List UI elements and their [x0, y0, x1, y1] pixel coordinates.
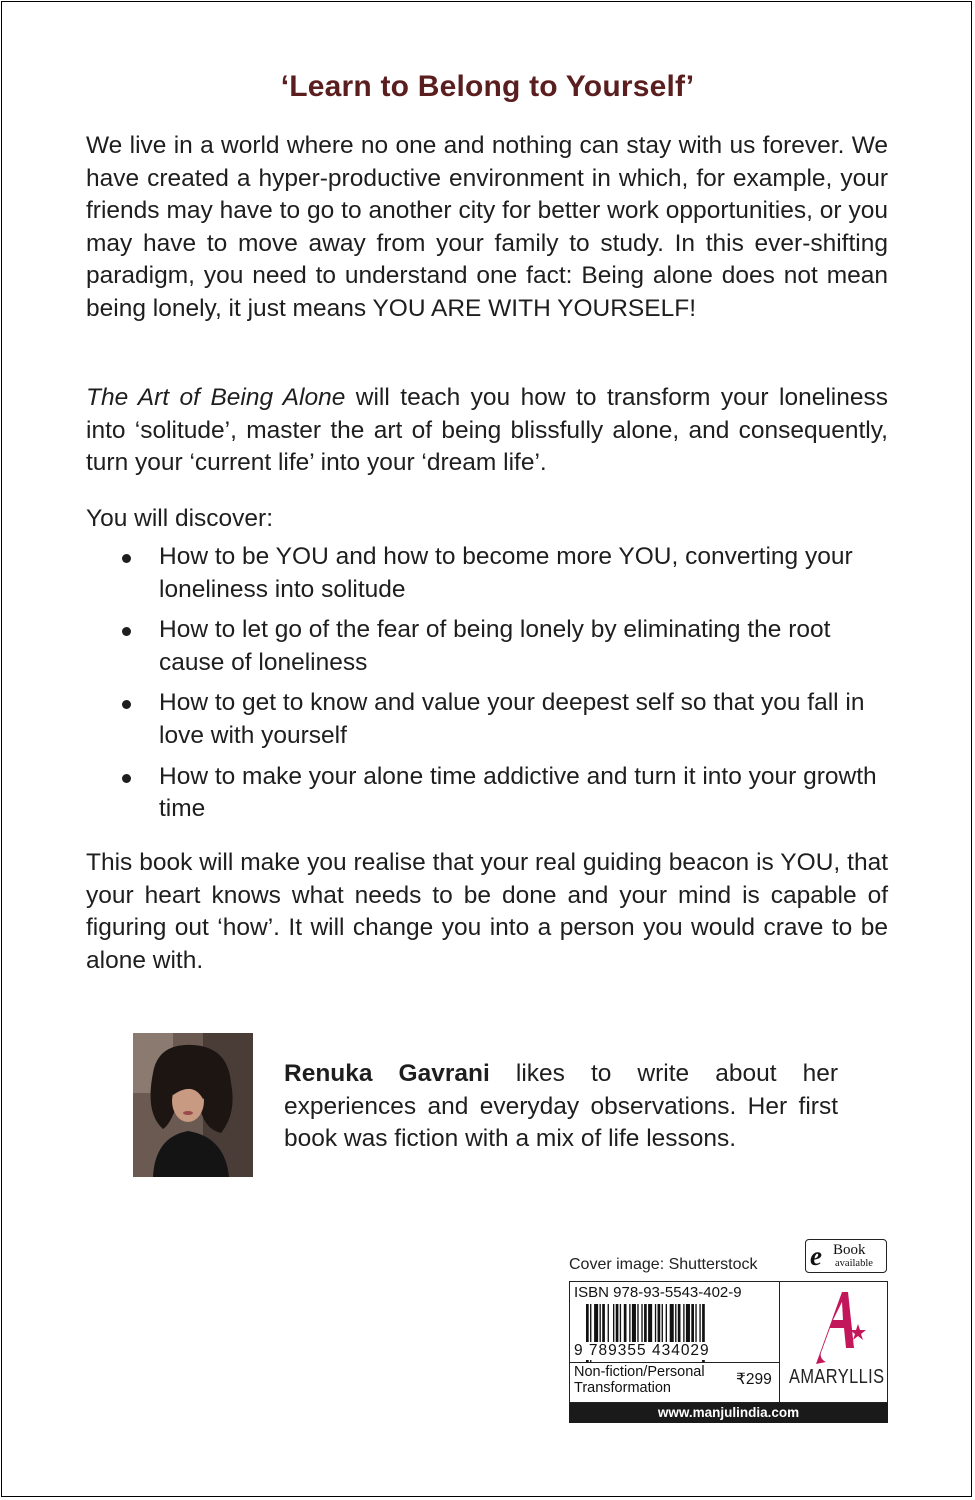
barcode-bar [670, 1304, 674, 1344]
list-item [86, 687, 888, 752]
barcode-bar [641, 1304, 642, 1344]
barcode-bar [608, 1304, 609, 1344]
bullet-icon [122, 774, 131, 783]
book-description-paragraph [86, 382, 888, 480]
barcode-bar [600, 1304, 601, 1344]
author-bio [284, 1058, 838, 1156]
barcode-bar [629, 1304, 630, 1344]
bullet-icon [122, 554, 131, 563]
barcode-bar [691, 1304, 694, 1344]
barcode-bar [655, 1304, 656, 1344]
barcode-bar [699, 1304, 700, 1344]
barcode-bar [686, 1304, 690, 1344]
barcode-bar [594, 1304, 598, 1344]
list-item [86, 761, 888, 826]
author-name: Renuka Gavrani [284, 1060, 490, 1087]
barcode-bar [658, 1304, 661, 1344]
cover-image-credit: Cover image: Shutterstock [569, 1256, 758, 1273]
ebook-available-badge [805, 1239, 887, 1273]
barcode-bar [648, 1304, 652, 1344]
benefits-list [86, 541, 888, 834]
list-item-text: How to get to know and value your deepest self so that you fall in love with yourself [159, 689, 865, 749]
discover-intro: You will discover: [86, 505, 274, 532]
barcode-bar [675, 1304, 676, 1344]
isbn-label: ISBN 978-93-5543-402-9 [574, 1284, 742, 1301]
barcode-bar [662, 1304, 663, 1344]
back-cover-title: ‘Learn to Belong to Yourself’ [280, 70, 695, 103]
book-description-text: will teach you how to transform your loneliness into ‘solitude’, master the art of being blissfully alone, and consequently, turn your ‘current life’ into your ‘dream life’. [86, 384, 888, 477]
price-label: ₹299 [736, 1371, 772, 1388]
barcode-bar [678, 1304, 681, 1344]
ebook-e-icon: e [810, 1241, 822, 1271]
barcode-bar [666, 1304, 667, 1344]
barcode-bar [637, 1304, 638, 1344]
isbn-box-divider [779, 1281, 780, 1403]
list-item [86, 541, 888, 606]
barcode-bar [616, 1304, 619, 1344]
ebook-available-label: available [835, 1258, 873, 1269]
isbn-digits: 9 789355 434029 [574, 1342, 710, 1359]
publisher-name: AMARYLLIS [789, 1366, 885, 1388]
publisher-url: www.manjulindia.com [569, 1403, 888, 1423]
barcode-bar [613, 1304, 614, 1344]
closing-paragraph: This book will make you realise that your real guiding beacon is YOU, that your heart knows what needs to be done and your mind is capable of figuring out ‘how’. It will change you into a person you would crave to be alone with. [86, 849, 888, 974]
barcode-bar [644, 1304, 647, 1344]
bullet-icon [122, 627, 131, 636]
category-label: Non-fiction/Personal Transformation [574, 1364, 705, 1396]
book-title-italic: The Art of Being Alone [86, 384, 346, 411]
list-item-text: How to make your alone time addictive and turn it into your growth time [159, 762, 877, 823]
list-item [86, 614, 888, 679]
barcode-bar [683, 1304, 684, 1344]
barcode-bar [602, 1304, 605, 1344]
amaryllis-logo-icon [808, 1288, 868, 1368]
list-item-text: How to let go of the fear of being lonely by eliminating the root cause of loneliness [159, 616, 831, 676]
barcode-bar [620, 1304, 621, 1344]
bullet-icon [122, 700, 131, 709]
barcode-bar [632, 1304, 636, 1344]
author-bio-text: likes to write about her experiences and everyday observations. Her first book was fiction with a mix of life lessons. [284, 1060, 838, 1153]
barcode-bar [624, 1304, 627, 1344]
intro-paragraph: We live in a world where no one and nothing can stay with us forever. We have created a hyper-productive environment in which, for example, your friends may have to go to another city for better work opportunities, or you may have to move away from your family to study. In this ever-shifting paradigm, you need to understand one fact: Being alone does not mean being lonely, it just means YOU ARE WITH YOURSELF! [86, 132, 888, 322]
list-item-text: How to be YOU and how to become more YOU, converting your loneliness into solitude [159, 543, 853, 603]
barcode-bar [695, 1304, 696, 1344]
isbn-box-rule [569, 1362, 779, 1363]
ebook-book-label: Book [833, 1242, 866, 1258]
author-photo [133, 1033, 253, 1177]
